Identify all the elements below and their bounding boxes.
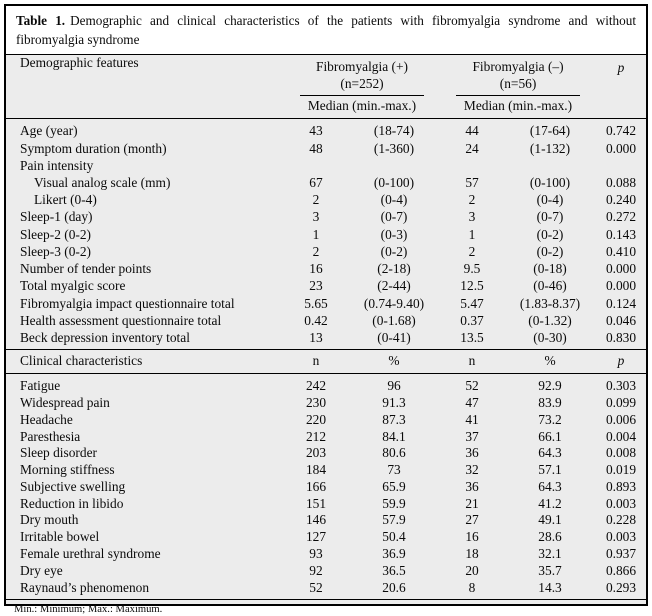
median-fm-neg: 0.37 [460,312,484,328]
count-fm-pos: 184 [305,462,327,478]
table-footnote: Min.: Minimum; Max.: Maximum. [14,604,163,616]
percent-column-header: % [348,350,440,374]
range-fm-pos: (0-1.68) [372,312,416,328]
percent-fm-pos: 36.9 [382,546,406,562]
range-fm-neg: (0-30) [533,329,567,345]
median-fm-neg: 3 [468,209,476,225]
row-label: Total myalgic score [20,278,126,294]
median-fm-neg: 2 [468,243,476,259]
row-label: Sleep-2 (0-2) [20,226,92,242]
count-fm-neg: 18 [465,546,479,562]
count-fm-pos: 212 [305,428,327,444]
table-row [6,479,646,496]
median-fm-pos: 3 [312,209,320,225]
count-fm-pos: 146 [305,512,327,528]
range-fm-neg: (0-4) [536,192,564,208]
table-caption-text: Demographic and clinical characteristics of the patients with fibromyalgia syndrome and without fibromyalgia syndrome [16,13,636,47]
range-fm-neg: (17-64) [529,123,571,139]
row-label: Fatigue [20,378,61,394]
row-label: Widespread pain [20,394,110,410]
table-row [6,512,646,529]
median-fm-neg: 12.5 [460,278,484,294]
features-column-header: Demographic features [6,55,284,119]
count-fm-neg: 47 [465,394,479,410]
p-value: 0.293 [596,580,646,600]
range-fm-neg: (0-46) [533,278,567,294]
group-fm-positive-header [284,55,440,96]
count-fm-neg: 16 [465,529,479,545]
group-fm-positive-name: Fibromyalgia (+) [316,59,408,75]
table-1-panel [4,4,648,616]
median-fm-pos: 43 [309,123,323,139]
table-row [6,226,646,243]
row-label: Likert (0-4) [34,192,97,208]
range-fm-pos: (18-74) [373,123,415,139]
p-value: 0.143 [605,226,637,242]
clinical-header-row [6,350,646,374]
row-label: Number of tender points [20,261,152,277]
p-value: 0.003 [605,529,637,545]
empty-header-cell [596,96,646,119]
percent-fm-pos: 84.1 [382,428,406,444]
table-header [6,55,646,119]
clinical-section-label: Clinical characteristics [6,350,284,374]
p-value: 0.004 [605,428,637,444]
row-label: Visual analog scale (mm) [34,175,171,191]
count-fm-pos: 242 [305,378,327,394]
median-fm-neg: 1 [468,226,476,242]
median-fm-pos: 2 [312,192,320,208]
range-fm-pos: (0-41) [377,329,411,345]
table-row [6,563,646,580]
percent-fm-neg: 57.1 [538,462,562,478]
row-label: Dry mouth [20,512,79,528]
percent-fm-pos: 80.6 [382,445,406,461]
range-fm-pos: (2-18) [377,261,411,277]
percent-fm-neg: 83.9 [538,394,562,410]
table-row [6,429,646,446]
percent-fm-neg: 35.7 [538,562,562,578]
count-fm-neg: 37 [465,428,479,444]
median-fm-pos: 23 [309,278,323,294]
range-fm-neg [504,157,596,174]
table-row [6,329,646,350]
row-label: Pain intensity [20,157,94,173]
range-fm-pos: (1-360) [373,140,415,156]
group-fm-negative-name: Fibromyalgia (–) [472,59,564,75]
group-fm-positive-title [300,55,424,96]
table-row [6,395,646,412]
p-value: 0.019 [605,462,637,478]
median-fm-pos: 1 [312,226,320,242]
percent-fm-pos: 59.9 [382,495,406,511]
table-row [6,312,646,329]
table-caption [6,6,646,55]
n-column-header: n [284,350,348,374]
p-value: 0.008 [605,445,637,461]
count-fm-neg: 32 [465,462,479,478]
count-fm-pos: 93 [309,546,323,562]
count-fm-pos: 151 [305,495,327,511]
p-value: 0.046 [605,312,637,328]
p-value [596,157,646,174]
percent-fm-neg: 92.9 [538,378,562,394]
row-label: Raynaud’s phenomenon [6,580,284,600]
row-label: Morning stiffness [20,462,115,478]
table-row [6,462,646,479]
range-fm-neg: (1.83-8.37) [519,295,581,311]
percent-fm-neg: 14.3 [504,580,596,600]
table-row [6,140,646,157]
range-fm-pos: (0-100) [373,175,415,191]
count-fm-neg: 21 [465,495,479,511]
row-label: Paresthesia [20,428,81,444]
p-value: 0.303 [605,378,637,394]
table-row [6,119,646,140]
row-label: Sleep-1 (day) [20,209,93,225]
percent-fm-pos: 20.6 [348,580,440,600]
range-fm-neg: (0-1.32) [528,312,572,328]
range-fm-pos [348,157,440,174]
group-fm-positive-subheader: Median (min.-max.) [284,96,440,119]
row-label: Dry eye [20,562,63,578]
percent-fm-pos: 65.9 [382,478,406,494]
percent-fm-neg: 28.6 [538,529,562,545]
median-fm-pos: 16 [309,261,323,277]
p-value: 0.006 [605,411,637,427]
table-row [6,243,646,260]
row-label: Reduction in libido [20,495,124,511]
percent-fm-neg: 66.1 [538,428,562,444]
median-fm-pos [284,157,348,174]
percent-fm-neg: 73.2 [538,411,562,427]
p-value: 0.893 [605,478,637,494]
range-fm-neg: (0-100) [529,175,571,191]
median-fm-pos: 5.65 [304,295,328,311]
p-value: 0.272 [605,209,637,225]
row-label: Sleep disorder [20,445,97,461]
percent-fm-pos: 50.4 [382,529,406,545]
p-value: 0.099 [605,394,637,410]
range-fm-pos: (0-3) [380,226,408,242]
median-fm-neg: 9.5 [463,261,481,277]
p-value: 0.410 [605,243,637,259]
range-fm-pos: (0-2) [380,243,408,259]
range-fm-neg: (0-18) [533,261,567,277]
table-row [6,277,646,294]
row-label: Irritable bowel [20,529,100,545]
count-fm-neg: 52 [465,378,479,394]
percent-fm-neg: 41.2 [538,495,562,511]
count-fm-neg: 27 [465,512,479,528]
percent-fm-pos: 36.5 [382,562,406,578]
count-fm-neg: 41 [465,411,479,427]
count-fm-neg: 8 [440,580,504,600]
range-fm-neg: (0-2) [536,243,564,259]
p-value: 0.830 [605,329,637,345]
percent-fm-pos: 96 [387,378,401,394]
clinical-section [6,374,646,600]
p-value: 0.240 [605,192,637,208]
count-fm-pos: 230 [305,394,327,410]
median-fm-pos: 13 [309,329,323,345]
range-fm-pos: (0.74-9.40) [363,295,425,311]
row-label: Sleep-3 (0-2) [20,243,92,259]
percent-fm-neg: 32.1 [538,546,562,562]
count-fm-pos: 203 [305,445,327,461]
p-value: 0.228 [605,512,637,528]
table-row [6,580,646,600]
n-column-header: n [440,350,504,374]
range-fm-neg: (0-2) [536,226,564,242]
percent-fm-neg: 64.3 [538,478,562,494]
range-fm-neg: (1-132) [529,140,571,156]
row-label: Symptom duration (month) [20,140,167,156]
table-row [6,157,646,174]
p-value: 0.000 [605,261,637,277]
p-value: 0.000 [605,140,637,156]
table-row [6,191,646,208]
count-fm-neg: 36 [465,478,479,494]
percent-fm-pos: 87.3 [382,411,406,427]
p-value: 0.937 [605,546,637,562]
table-body [6,55,646,616]
percent-column-header: % [504,350,596,374]
row-label: Female urethral syndrome [20,546,161,562]
p-value: 0.124 [605,295,637,311]
percent-fm-neg: 49.1 [538,512,562,528]
range-fm-pos: (2-44) [377,278,411,294]
median-fm-neg: 24 [465,140,479,156]
median-fm-neg: 13.5 [460,329,484,345]
count-fm-pos: 166 [305,478,327,494]
table-row [6,445,646,462]
table-row [6,295,646,312]
row-label: Subjective swelling [20,478,126,494]
p-value: 0.003 [605,495,637,511]
count-fm-neg: 36 [465,445,479,461]
row-label: Health assessment questionnaire total [20,312,222,328]
percent-fm-pos: 73 [387,462,401,478]
group-header-row [6,55,646,96]
median-fm-pos: 67 [309,175,323,191]
table-row [6,546,646,563]
p-column-header: p [596,350,646,374]
group-fm-negative-title [456,55,580,96]
table-row [6,529,646,546]
p-column-header: p [617,60,625,76]
demographic-section [6,119,646,350]
table-row [6,374,646,395]
row-label: Beck depression inventory total [20,329,190,345]
table-number: Table 1. [16,13,66,28]
group-fm-negative-n: (n=56) [499,75,537,91]
range-fm-pos: (0-4) [380,192,408,208]
row-label: Age (year) [20,123,78,139]
group-fm-positive-n: (n=252) [340,75,384,91]
median-fm-pos: 0.42 [304,312,328,328]
row-label: Headache [20,411,73,427]
p-value: 0.088 [605,175,637,191]
percent-fm-pos: 57.9 [382,512,406,528]
percent-fm-neg: 64.3 [538,445,562,461]
p-value: 0.742 [605,123,637,139]
count-fm-neg: 20 [465,562,479,578]
p-value: 0.000 [605,278,637,294]
median-fm-pos: 2 [312,243,320,259]
clinical-section-header [6,350,646,374]
table-row [6,260,646,277]
percent-fm-pos: 91.3 [382,394,406,410]
row-label: Fibromyalgia impact questionnaire total [20,295,235,311]
data-table [6,55,646,600]
count-fm-pos: 92 [309,562,323,578]
group-fm-negative-subheader: Median (min.-max.) [440,96,596,119]
median-fm-neg: 5.47 [460,295,484,311]
count-fm-pos: 220 [305,411,327,427]
median-fm-neg: 2 [468,192,476,208]
group-fm-negative-header [440,55,596,96]
table-row [6,412,646,429]
p-value: 0.866 [605,562,637,578]
median-fm-neg: 57 [465,175,479,191]
range-fm-pos: (0-7) [380,209,408,225]
table-row [6,208,646,225]
median-fm-neg [440,157,504,174]
range-fm-neg: (0-7) [536,209,564,225]
count-fm-pos: 127 [305,529,327,545]
table-row [6,496,646,513]
median-fm-neg: 44 [465,123,479,139]
median-fm-pos: 48 [309,140,323,156]
table-row [6,174,646,191]
count-fm-pos: 52 [284,580,348,600]
